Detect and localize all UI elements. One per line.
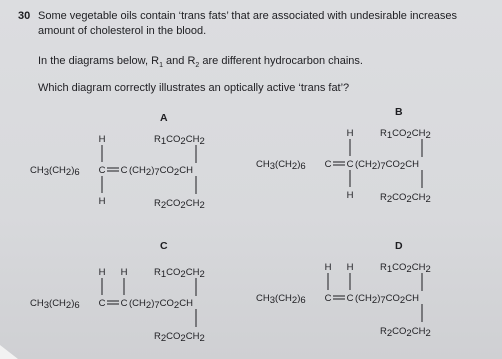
hydrogen-atom-label: H xyxy=(120,267,128,278)
question-text-line3: In the diagrams below, $R_1$ and $R_2$ are different hydrocarbon chains. xyxy=(38,55,363,70)
left-chain-label: CH3(CH2)6 xyxy=(256,293,306,306)
carbon-2-label: C xyxy=(346,293,354,304)
structure-a xyxy=(30,127,240,217)
ester-bottom-label: R2CO2CH2 xyxy=(154,198,205,211)
structure-c xyxy=(30,260,240,350)
carbon-2-label: C xyxy=(120,298,128,309)
carbon-1-label: C xyxy=(324,159,332,170)
ester-top-label: R1CO2CH2 xyxy=(380,128,431,141)
carbon-1-label: C xyxy=(98,165,106,176)
option-label-b: B xyxy=(395,106,403,118)
ester-bottom-label: R2CO2CH2 xyxy=(154,331,205,344)
hydrogen-atom-label: H xyxy=(98,134,106,145)
question-number: 30 xyxy=(18,10,31,22)
carbon-1-label: C xyxy=(98,298,106,309)
hydrogen-atom-label: H xyxy=(324,262,332,273)
structure-d xyxy=(256,255,466,345)
option-label-d: D xyxy=(395,240,403,252)
hydrogen-atom-label: H xyxy=(346,262,354,273)
left-chain-label: CH3(CH2)6 xyxy=(30,298,80,311)
hydrogen-atom-label: H xyxy=(346,190,354,201)
carbon-2-label: C xyxy=(346,159,354,170)
structure-b xyxy=(256,121,466,211)
hydrogen-atom-label: H xyxy=(346,128,354,139)
right-chain-label: (CH2)7CO2CH xyxy=(355,293,419,306)
ester-top-label: R1CO2CH2 xyxy=(154,134,205,147)
option-label-c: C xyxy=(160,240,168,252)
ester-bottom-label: R2CO2CH2 xyxy=(380,192,431,205)
hydrogen-atom-label: H xyxy=(98,196,106,207)
question-text-line1: Some vegetable oils contain ‘trans fats’ that are associated with undesirable increases xyxy=(38,10,458,22)
left-chain-label: CH3(CH2)6 xyxy=(256,159,306,172)
right-chain-label: (CH2)7CO2CH xyxy=(129,298,193,311)
right-chain-label: (CH2)7CO2CH xyxy=(129,165,193,178)
question-text-line2: amount of cholesterol in the blood. xyxy=(38,25,207,37)
carbon-1-label: C xyxy=(324,293,332,304)
left-chain-label: CH3(CH2)6 xyxy=(30,165,80,178)
right-chain-label: (CH2)7CO2CH xyxy=(355,159,419,172)
ester-top-label: R1CO2CH2 xyxy=(154,267,205,280)
hydrogen-atom-label: H xyxy=(98,267,106,278)
option-label-a: A xyxy=(160,112,168,124)
ester-top-label: R1CO2CH2 xyxy=(380,262,431,275)
ester-bottom-label: R2CO2CH2 xyxy=(380,326,431,339)
carbon-2-label: C xyxy=(120,165,128,176)
page-corner xyxy=(0,345,18,359)
question-text-line4: Which diagram correctly illustrates an optically active ‘trans fat’? xyxy=(38,82,350,94)
